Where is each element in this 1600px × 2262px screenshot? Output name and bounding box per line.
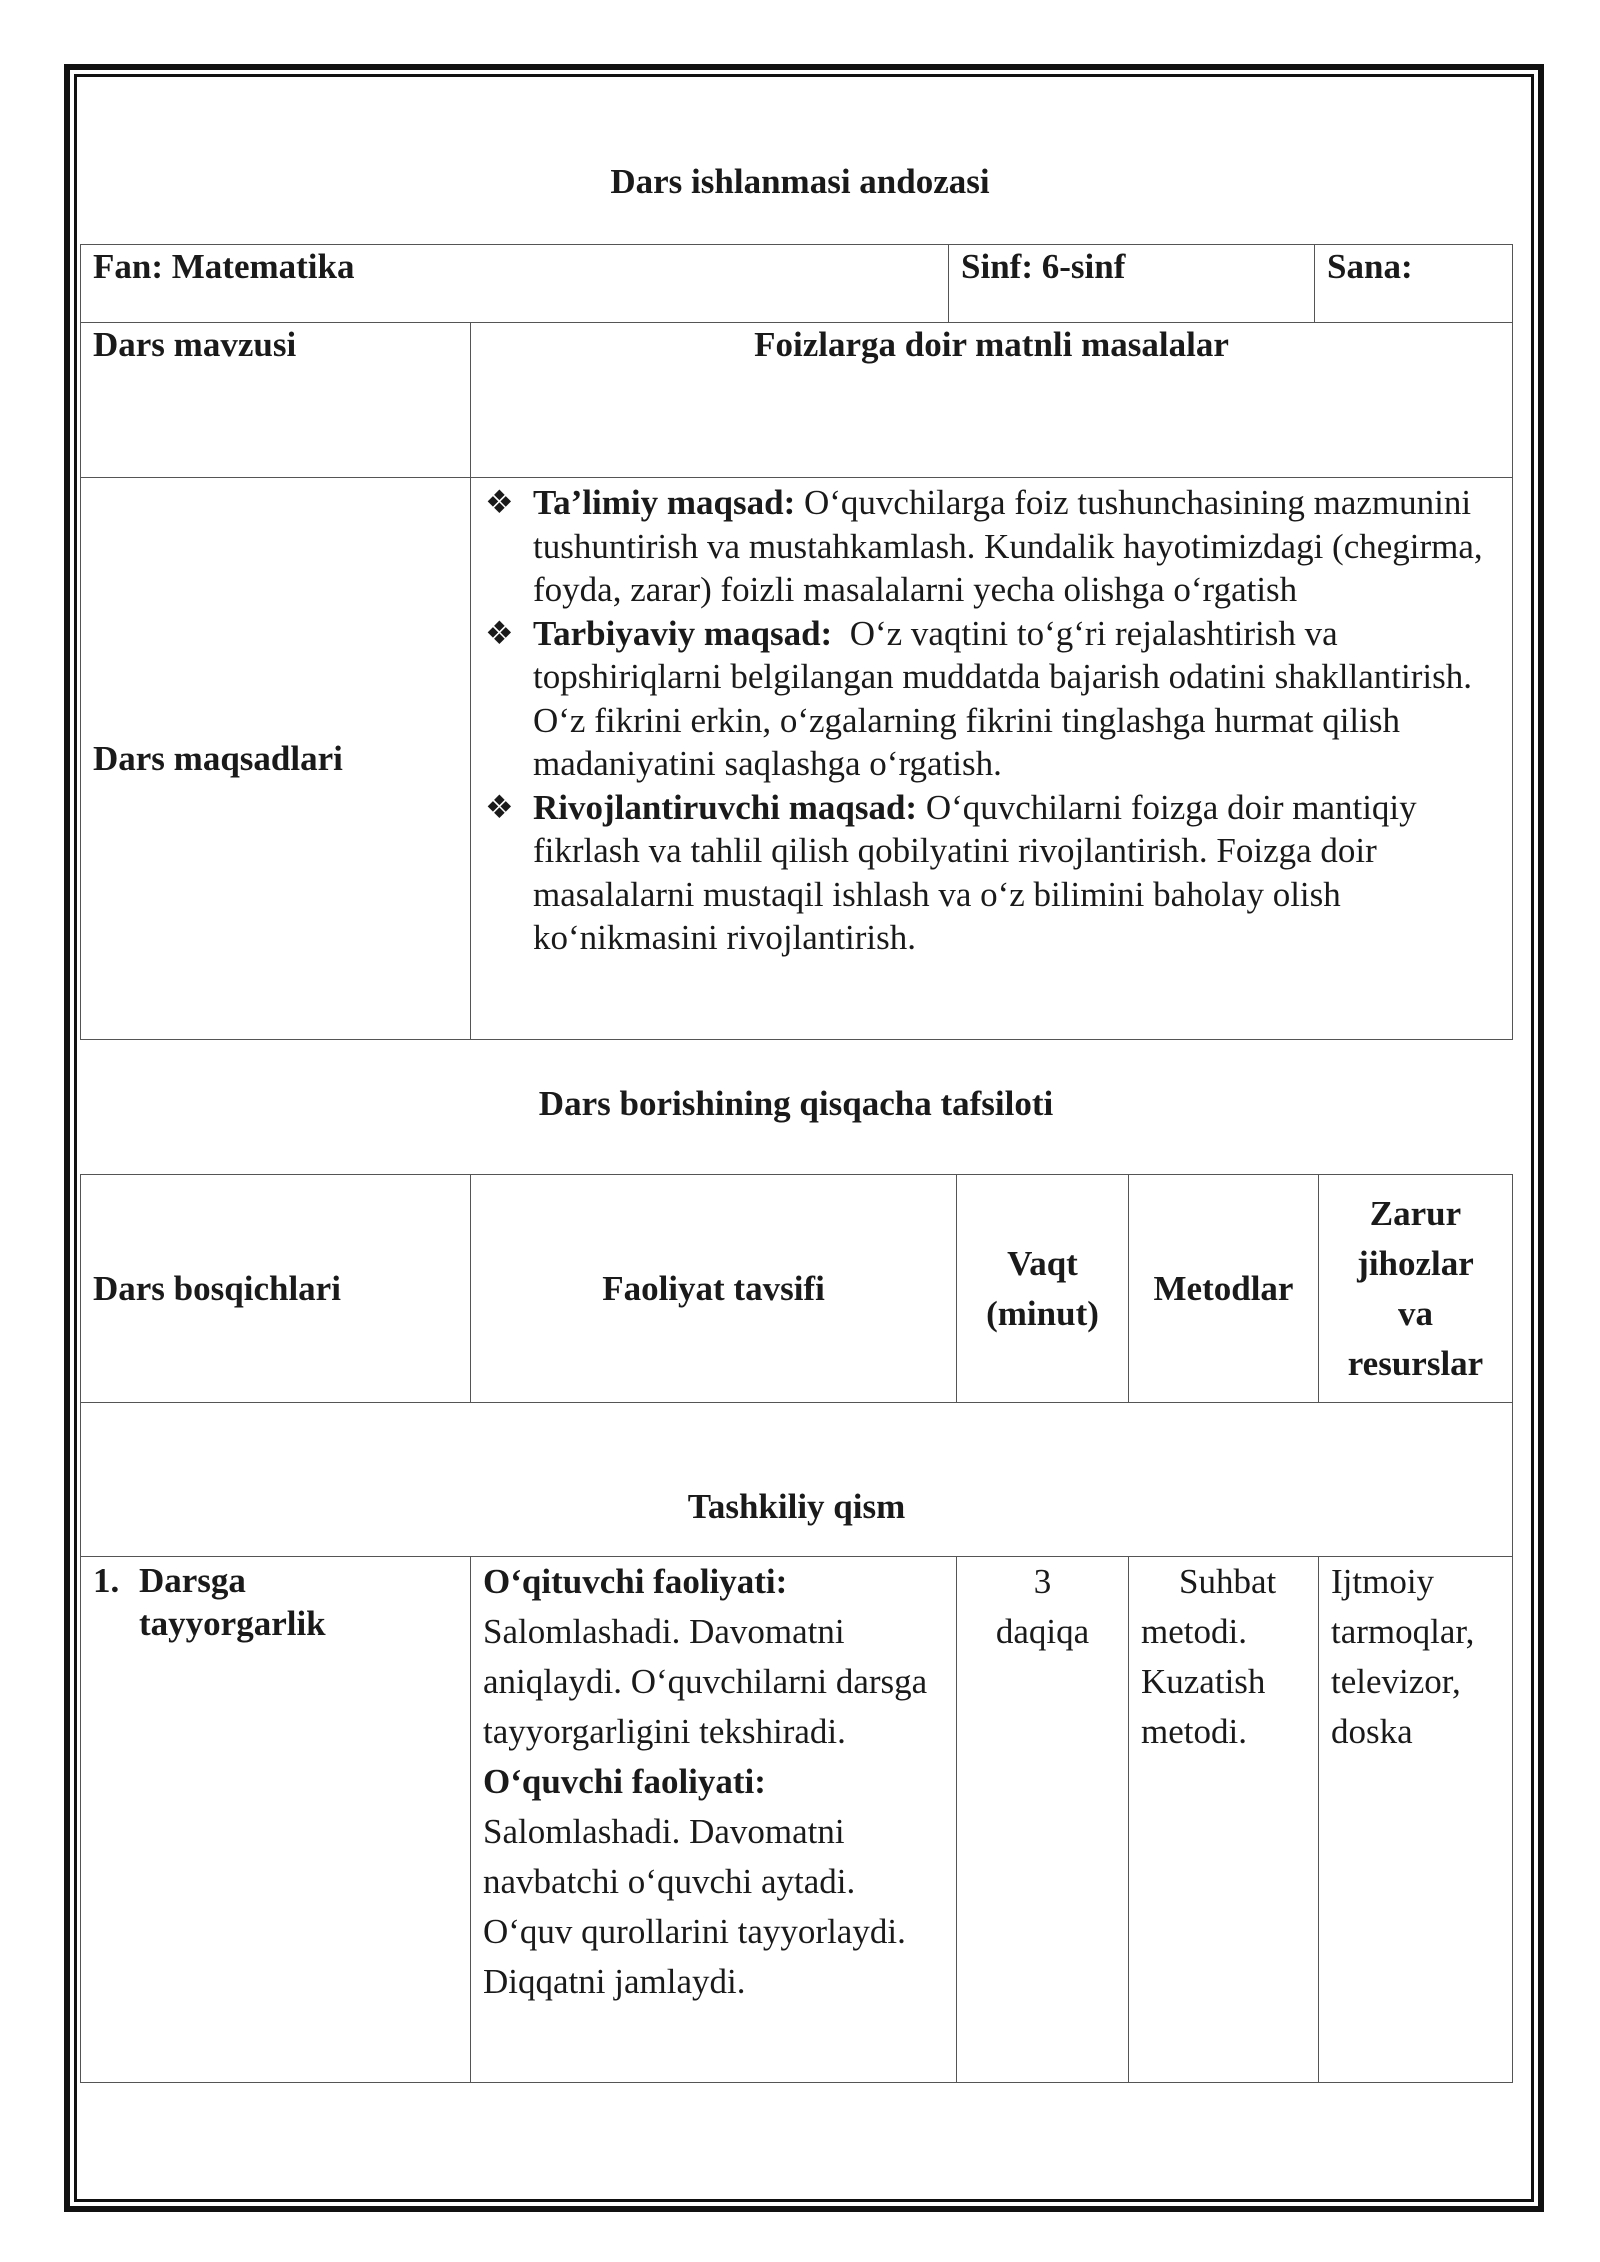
method-line: metodi. (1141, 1612, 1247, 1651)
stage-methods-cell (1129, 1557, 1319, 2083)
diamond-bullet-icon: ❖ (485, 614, 514, 651)
subject-row (81, 245, 1513, 323)
date-cell: Sana: (1315, 245, 1513, 323)
goal-text: O‘z vaqtini to‘g‘ri rejalashtirish va topshiriqlarni belgilangan muddatda bajarish odatini shakllantirish. O‘z fikrini erkin, o‘zgalarning fikrini tinglashga hurmat qilish madaniyatini saqlashga o‘rgatish. (533, 613, 1481, 783)
col-activity: Faoliyat tavsifi (471, 1175, 957, 1403)
lesson-info-table (80, 244, 1513, 1040)
goal-item-upbringing (485, 612, 1498, 786)
col-time-line: Vaqt (1007, 1243, 1078, 1283)
method-line: metodi. (1141, 1712, 1247, 1751)
goal-text: O‘quvchilarni foizga doir mantiqiy fikrlash va tahlil qilish qobilyatini rivojlantirish. Foizga doir masalalarni mustaqil ishlash va o‘z bilimini baholay olish ko‘nikmasini rivojlantirish. (533, 787, 1417, 957)
goal-text: O‘quvchilarga foiz tushunchasining mazmunini tushuntirish va mustahkamlash. Kundalik hayotimizdagi (chegirma, foyda, zarar) foizli masalalarni yecha olishga o‘rgatish (533, 483, 1483, 609)
stage-time-cell (957, 1557, 1129, 2083)
goals-cell (471, 478, 1513, 1040)
diamond-bullet-icon: ❖ (485, 788, 514, 825)
topic-row (81, 323, 1513, 478)
student-activity-text: Salomlashadi. Davomatni navbatchi o‘quvchi aytadi. O‘quv qurollarini tayyorlaydi. Diqqatni jamlaydi. (483, 1812, 906, 2001)
col-resources-line: resurslar (1347, 1343, 1484, 1383)
col-time (957, 1175, 1129, 1403)
stage-name-cell (81, 1557, 471, 2083)
resource-line: Ijtmoiy (1331, 1562, 1435, 1601)
stage-row (81, 1557, 1513, 2083)
teacher-activity-label: O‘qituvchi faoliyati: (483, 1562, 788, 1601)
diamond-bullet-icon: ❖ (485, 484, 514, 520)
col-methods: Metodlar (1129, 1175, 1319, 1403)
col-resources (1319, 1175, 1513, 1403)
col-time-line: (minut) (986, 1293, 1099, 1333)
flow-header-row (81, 1175, 1513, 1403)
col-stages: Dars bosqichlari (81, 1175, 471, 1403)
resource-line: doska (1331, 1712, 1413, 1751)
lesson-flow-table (80, 1174, 1513, 2083)
col-resources-line: va (1398, 1293, 1433, 1333)
section-row (81, 1403, 1513, 1557)
stage-resources-cell (1319, 1557, 1513, 2083)
grade-cell: Sinf: 6-sinf (949, 245, 1315, 323)
goals-row (81, 478, 1513, 1040)
goal-label: Ta’limiy maqsad: (533, 483, 796, 522)
topic-label: Dars mavzusi (81, 323, 471, 478)
subject-cell: Fan: Matematika (81, 245, 949, 323)
section-org-title: Tashkiliy qism (81, 1403, 1513, 1557)
goal-label: Tarbiyaviy maqsad: (533, 613, 833, 653)
stage-name: Darsga tayyorgarlik (139, 1561, 326, 1643)
document-title: Dars ishlanmasi andozasi (610, 162, 990, 201)
goal-label: Rivojlantiruvchi maqsad: (533, 787, 918, 827)
goals-list (485, 478, 1498, 960)
overview-title: Dars borishining qisqacha tafsiloti (538, 1084, 1054, 1123)
resource-line: televizor, (1331, 1662, 1461, 1701)
student-activity-label: O‘quvchi faoliyati: (483, 1762, 766, 1801)
method-line: Kuzatish (1141, 1662, 1266, 1701)
goal-item-educational (485, 481, 1498, 612)
method-line: Suhbat (1179, 1562, 1277, 1601)
stage-number: 1. (93, 1561, 120, 1600)
topic-value: Foizlarga doir matnli masalalar (471, 323, 1513, 478)
col-resources-line: jihozlar (1357, 1243, 1474, 1283)
teacher-activity-text: Salomlashadi. Davomatni aniqlaydi. O‘quvchilarni darsga tayyorgarligini tekshiradi. (483, 1612, 928, 1751)
stage-time-unit: daqiqa (995, 1612, 1090, 1651)
resource-line: tarmoqlar, (1331, 1612, 1475, 1651)
stage-time-value: 3 (1033, 1562, 1052, 1601)
goals-label: Dars maqsadlari (81, 478, 471, 1040)
stage-activity-cell (471, 1557, 957, 2083)
goal-item-developmental (485, 786, 1498, 960)
col-resources-line: Zarur (1369, 1193, 1462, 1233)
